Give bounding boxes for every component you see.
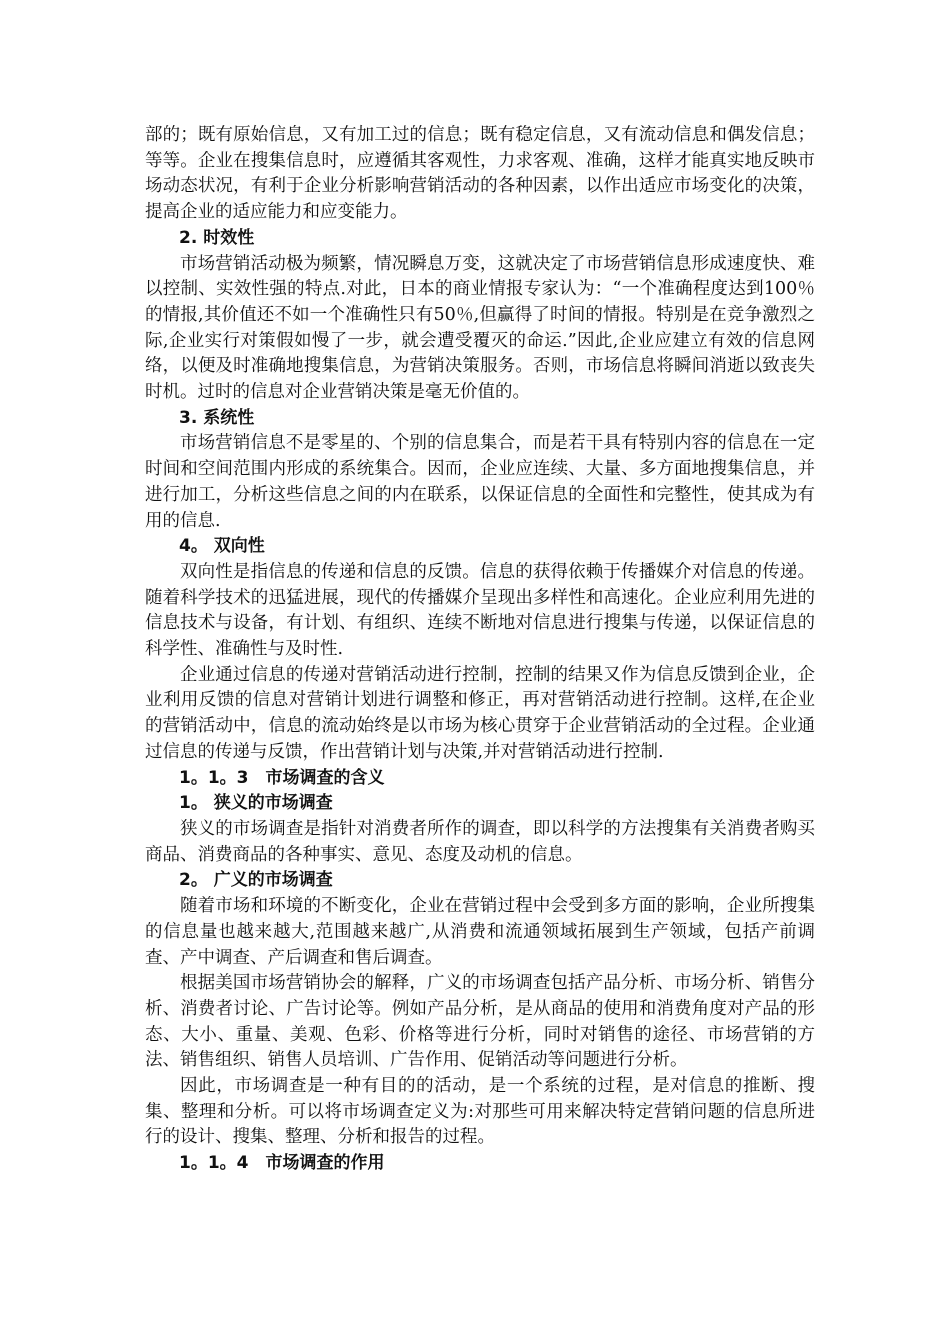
paragraph: 随着市场和环境的不断变化，企业在营销过程中会受到多方面的影响，企业所搜集的信息量也越来越大,范围越来越广,从消费和流通领域拓展到生产领域，包括产前调查、产中调查、产后调查和售后调查。 — [145, 896, 815, 968]
paragraph: 双向性是指信息的传递和信息的反馈。信息的获得依赖于传播媒介对信息的传递。随着科学技术的迅猛进展，现代的传播媒介呈现出多样性和高速化。企业应利用先进的信息技术与设备，有计划、有组织、连续不断地对信息进行搜集与传递，以保证信息的科学性、准确性与及时性. — [145, 561, 815, 660]
section-heading: 3. 系统性 — [179, 407, 255, 428]
paragraph: 市场营销活动极为频繁，情况瞬息万变，这就决定了市场营销信息形成速度快、难以控制、实效性强的特点.对此，日本的商业情报专家认为：“一个准确程度达到100％的情报,其价值还不如一个准确性只有50％,但赢得了时间的情报。特别是在竞争激烈之际,企业实行对策假如慢了一步，就会遭受覆灭的命运.”因此,企业应建立有效的信息网络，以便及时准确地搜集信息，为营销决策服务。否则，市场信息将瞬间消逝以致丧失时机。过时的信息对企业营销决策是毫无价值的。 — [145, 253, 815, 403]
paragraph: 因此，市场调查是一种有目的的活动，是一个系统的过程，是对信息的推断、搜集、整理和分析。可以将市场调查定义为:对那些可用来解决特定营销问题的信息所进行的设计、搜集、整理、分析和报告的过程。 — [145, 1076, 815, 1148]
paragraph: 企业通过信息的传递对营销活动进行控制，控制的结果又作为信息反馈到企业，企业利用反馈的信息对营销计划进行调整和修正，再对营销活动进行控制。这样,在企业的营销活动中，信息的流动始终是以市场为核心贯穿于企业营销活动的全过程。企业通过信息的传递与反馈，作出营销计划与决策,并对营销活动进行控制. — [145, 664, 815, 762]
section-heading: 2。 广义的市场调查 — [179, 870, 333, 891]
paragraph: 根据美国市场营销协会的解释，广义的市场调查包括产品分析、市场分析、销售分析、消费者讨论、广告讨论等。例如产品分析，是从商品的使用和消费角度对产品的形态、大小、重量、美观、色彩、价格等进行分析，同时对销售的途径、市场营销的方法、销售组织、销售人员培训、广告作用、促销活动等问题进行分析。 — [145, 973, 815, 1071]
section-heading: 2. 时效性 — [179, 227, 255, 248]
section-heading: 1。1。3 市场调查的含义 — [179, 767, 385, 788]
paragraph: 狭义的市场调查是指针对消费者所作的调查，即以科学的方法搜集有关消费者购买商品、消费商品的各种事实、意见、态度及动机的信息。 — [145, 818, 815, 865]
paragraph: 部的；既有原始信息，又有加工过的信息；既有稳定信息，又有流动信息和偶发信息；等等。企业在搜集信息时，应遵循其客观性，力求客观、准确，这样才能真实地反映市场动态状况，有利于企业分析影响营销活动的各种因素，以作出适应市场变化的决策，提高企业的适应能力和应变能力。 — [145, 125, 815, 223]
document-page — [145, 123, 815, 1177]
section-heading: 1。 狭义的市场调查 — [179, 793, 333, 814]
section-heading: 1。1。4 市场调查的作用 — [179, 1153, 385, 1174]
paragraph: 市场营销信息不是零星的、个别的信息集合，而是若干具有特别内容的信息在一定时间和空间范围内形成的系统集合。因而，企业应连续、大量、多方面地搜集信息，并进行加工，分析这些信息之间的内在联系，以保证信息的全面性和完整性，使其成为有用的信息. — [145, 433, 815, 531]
section-heading: 4。 双向性 — [179, 536, 265, 557]
